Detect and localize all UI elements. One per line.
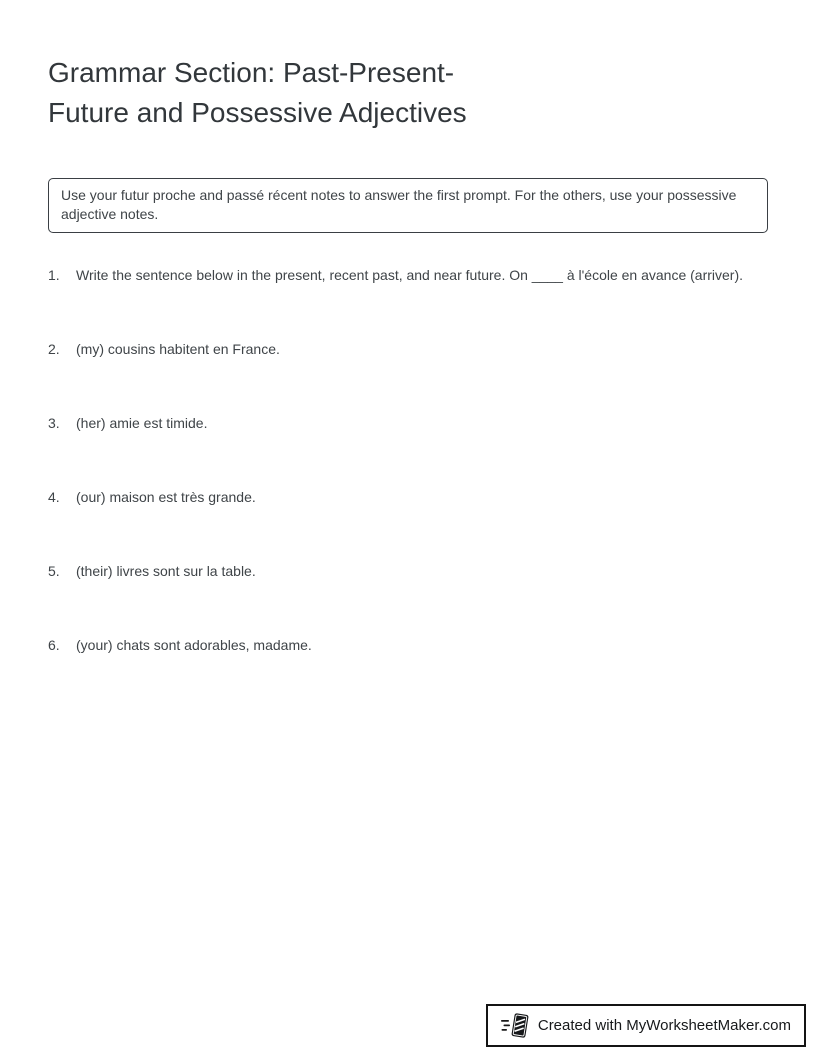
question-number: 1. bbox=[48, 267, 60, 283]
question-number: 5. bbox=[48, 563, 60, 579]
question-text: (my) cousins habitent en France. bbox=[76, 341, 280, 357]
page-title-line-2: Future and Possessive Adjectives bbox=[48, 97, 467, 128]
created-with-text: Created with MyWorksheetMaker.com bbox=[537, 1017, 791, 1034]
instructions-text: Use your futur proche and passé récent notes to answer the first prompt. For the others, use your possessive adjective notes. bbox=[61, 187, 737, 222]
worksheet-content bbox=[0, 53, 816, 655]
question-text: (our) maison est très grande. bbox=[76, 489, 256, 505]
question-item-3 bbox=[48, 414, 768, 433]
question-text: (your) chats sont adorables, madame. bbox=[76, 637, 312, 653]
flying-worksheet-icon bbox=[501, 1012, 529, 1039]
page-title bbox=[48, 53, 768, 133]
instructions-box bbox=[48, 178, 768, 233]
question-list bbox=[48, 266, 768, 655]
question-number: 3. bbox=[48, 415, 60, 431]
question-number: 4. bbox=[48, 489, 60, 505]
question-text: (her) amie est timide. bbox=[76, 415, 208, 431]
question-item-2 bbox=[48, 340, 768, 359]
question-number: 2. bbox=[48, 341, 60, 357]
question-item-5 bbox=[48, 562, 768, 581]
created-with-badge bbox=[486, 1004, 806, 1047]
question-item-4 bbox=[48, 488, 768, 507]
page-title-line-1: Grammar Section: Past-Present- bbox=[48, 57, 455, 88]
question-text: Write the sentence below in the present, recent past, and near future. On ____ à l'école en avance (arriver). bbox=[76, 267, 744, 283]
question-item-6 bbox=[48, 636, 768, 655]
question-text: (their) livres sont sur la table. bbox=[76, 563, 256, 579]
question-number: 6. bbox=[48, 637, 60, 653]
question-item-1 bbox=[48, 266, 768, 285]
